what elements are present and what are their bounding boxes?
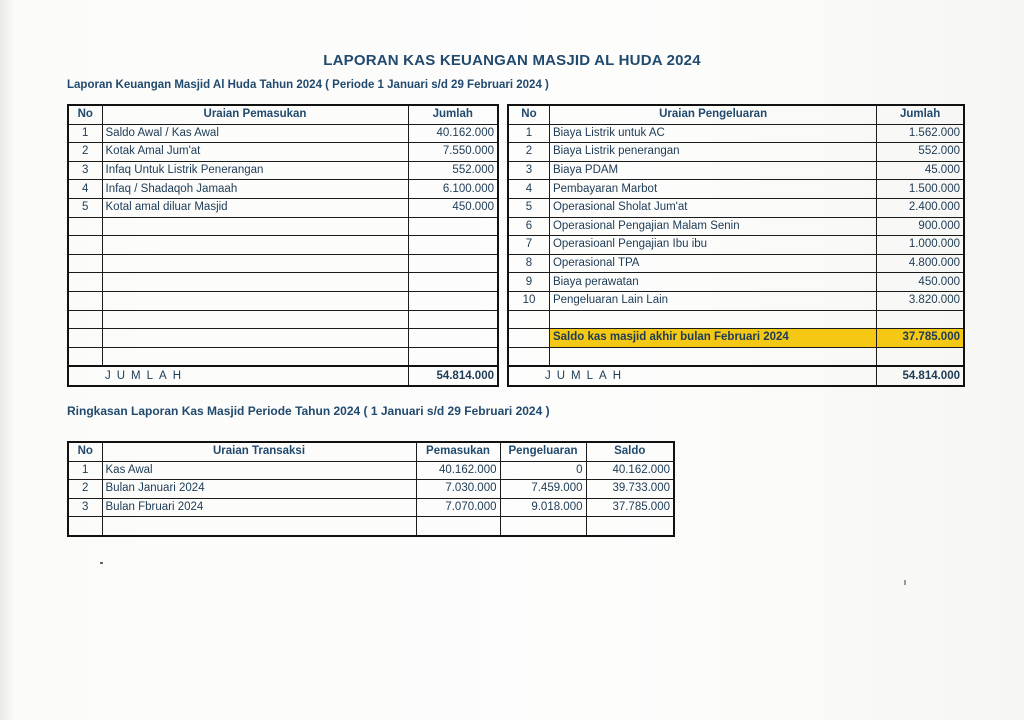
table-row	[68, 461, 674, 480]
income-desc: Infaq / Shadaqoh Jamaah	[102, 180, 408, 199]
expense-amount: 900.000	[877, 217, 964, 236]
summary-income: 40.162.000	[416, 461, 500, 480]
summary-desc: Bulan Januari 2024	[102, 480, 416, 499]
expense-desc: Operasioanl Pengajian Ibu ibu	[549, 236, 876, 255]
summary-no: 3	[68, 498, 102, 517]
summary-header-no: No	[68, 442, 102, 461]
expense-amount: 1.562.000	[877, 124, 964, 143]
income-header-amount: Jumlah	[408, 105, 498, 124]
expense-desc: Biaya PDAM	[549, 161, 876, 180]
expense-no: 8	[508, 254, 549, 273]
report-title: LAPORAN KAS KEUANGAN MASJID AL HUDA 2024	[323, 52, 701, 69]
income-no: 2	[68, 143, 102, 162]
empty-row	[68, 347, 498, 366]
report-subtitle: Laporan Keuangan Masjid Al Huda Tahun 2024 ( Periode 1 Januari s/d 29 Februari 2024 )	[67, 79, 549, 91]
summary-header-row	[68, 442, 674, 461]
balance-amount: 37.785.000	[877, 329, 964, 348]
expense-no: 1	[508, 124, 549, 143]
income-total-amount: 54.814.000	[408, 366, 498, 386]
expense-header-no: No	[508, 105, 549, 124]
income-header-no: No	[68, 105, 102, 124]
expense-total-row	[508, 366, 964, 386]
summary-desc: Kas Awal	[102, 461, 416, 480]
table-row	[68, 124, 498, 143]
table-row	[508, 217, 964, 236]
table-row	[508, 180, 964, 199]
expense-desc: Biaya Listrik penerangan	[549, 143, 876, 162]
table-row	[508, 161, 964, 180]
table-row	[68, 480, 674, 499]
income-no: 5	[68, 198, 102, 217]
expense-total-amount: 54.814.000	[877, 366, 964, 386]
income-amount: 40.162.000	[408, 124, 498, 143]
expense-desc: Biaya Listrik untuk AC	[549, 124, 876, 143]
income-desc: Kotak Amal Jum'at	[102, 143, 408, 162]
summary-header-income: Pemasukan	[416, 442, 500, 461]
expense-no: 4	[508, 180, 549, 199]
expense-no: 10	[508, 291, 549, 310]
table-row	[508, 198, 964, 217]
summary-header-balance: Saldo	[586, 442, 674, 461]
table-row	[508, 143, 964, 162]
expense-table	[507, 104, 965, 387]
income-no: 4	[68, 180, 102, 199]
expense-amount: 552.000	[877, 143, 964, 162]
expense-desc: Operasional Sholat Jum'at	[549, 198, 876, 217]
expense-desc: Pengeluaran Lain Lain	[549, 291, 876, 310]
expense-amount: 4.800.000	[877, 254, 964, 273]
summary-income: 7.030.000	[416, 480, 500, 499]
expense-desc: Pembayaran Marbot	[549, 180, 876, 199]
empty-row	[68, 329, 498, 348]
empty-row	[68, 254, 498, 273]
summary-header-desc: Uraian Transaksi	[102, 442, 416, 461]
expense-total-label: JUMLAH	[508, 366, 877, 386]
income-desc: Kotal amal diluar Masjid	[102, 198, 408, 217]
empty-row	[508, 347, 964, 366]
balance-label: Saldo kas masjid akhir bulan Februari 2024	[549, 329, 876, 348]
empty-row	[68, 217, 498, 236]
expense-header-amount: Jumlah	[877, 105, 964, 124]
expense-amount: 1.500.000	[877, 180, 964, 199]
summary-balance: 37.785.000	[586, 498, 674, 517]
expense-no: 3	[508, 161, 549, 180]
expense-amount: 450.000	[877, 273, 964, 292]
expense-header-desc: Uraian Pengeluaran	[549, 105, 876, 124]
expense-no: 5	[508, 198, 549, 217]
income-amount: 552.000	[408, 161, 498, 180]
summary-header-expense: Pengeluaran	[500, 442, 586, 461]
expense-no: 7	[508, 236, 549, 255]
empty-row	[508, 310, 964, 329]
expense-desc: Biaya perawatan	[549, 273, 876, 292]
summary-balance: 40.162.000	[586, 461, 674, 480]
income-table	[67, 104, 499, 387]
expense-no: 2	[508, 143, 549, 162]
expense-amount: 1.000.000	[877, 236, 964, 255]
income-desc: Saldo Awal / Kas Awal	[102, 124, 408, 143]
summary-no: 1	[68, 461, 102, 480]
empty-row	[68, 517, 674, 536]
empty-row	[68, 310, 498, 329]
income-header-row	[68, 105, 498, 124]
expense-header-row	[508, 105, 964, 124]
summary-expense: 7.459.000	[500, 480, 586, 499]
income-no: 3	[68, 161, 102, 180]
income-total-row	[68, 366, 498, 386]
scan-speck	[904, 580, 906, 585]
table-row	[508, 273, 964, 292]
summary-no: 2	[68, 480, 102, 499]
table-row	[68, 161, 498, 180]
table-row	[508, 291, 964, 310]
scan-speck	[100, 562, 103, 564]
table-row	[508, 124, 964, 143]
empty-row	[68, 273, 498, 292]
income-total-label: JUMLAH	[68, 366, 408, 386]
income-amount: 7.550.000	[408, 143, 498, 162]
income-amount: 450.000	[408, 198, 498, 217]
table-row	[508, 236, 964, 255]
table-row	[508, 254, 964, 273]
summary-balance: 39.733.000	[586, 480, 674, 499]
expense-amount: 2.400.000	[877, 198, 964, 217]
expense-desc: Operasional TPA	[549, 254, 876, 273]
empty-row	[68, 236, 498, 255]
expense-no: 9	[508, 273, 549, 292]
income-no: 1	[68, 124, 102, 143]
balance-row	[508, 329, 964, 348]
summary-title: Ringkasan Laporan Kas Masjid Periode Tahun 2024 ( 1 Januari s/d 29 Februari 2024 )	[67, 404, 550, 418]
summary-expense: 0	[500, 461, 586, 480]
expense-amount: 45.000	[877, 161, 964, 180]
summary-expense: 9.018.000	[500, 498, 586, 517]
income-desc: Infaq Untuk Listrik Penerangan	[102, 161, 408, 180]
table-row	[68, 180, 498, 199]
summary-income: 7.070.000	[416, 498, 500, 517]
expense-amount: 3.820.000	[877, 291, 964, 310]
expense-desc: Operasional Pengajian Malam Senin	[549, 217, 876, 236]
income-header-desc: Uraian Pemasukan	[102, 105, 408, 124]
income-amount: 6.100.000	[408, 180, 498, 199]
expense-no: 6	[508, 217, 549, 236]
table-row	[68, 143, 498, 162]
summary-table	[67, 441, 675, 537]
table-row	[68, 498, 674, 517]
table-row	[68, 198, 498, 217]
empty-row	[68, 291, 498, 310]
summary-desc: Bulan Fbruari 2024	[102, 498, 416, 517]
